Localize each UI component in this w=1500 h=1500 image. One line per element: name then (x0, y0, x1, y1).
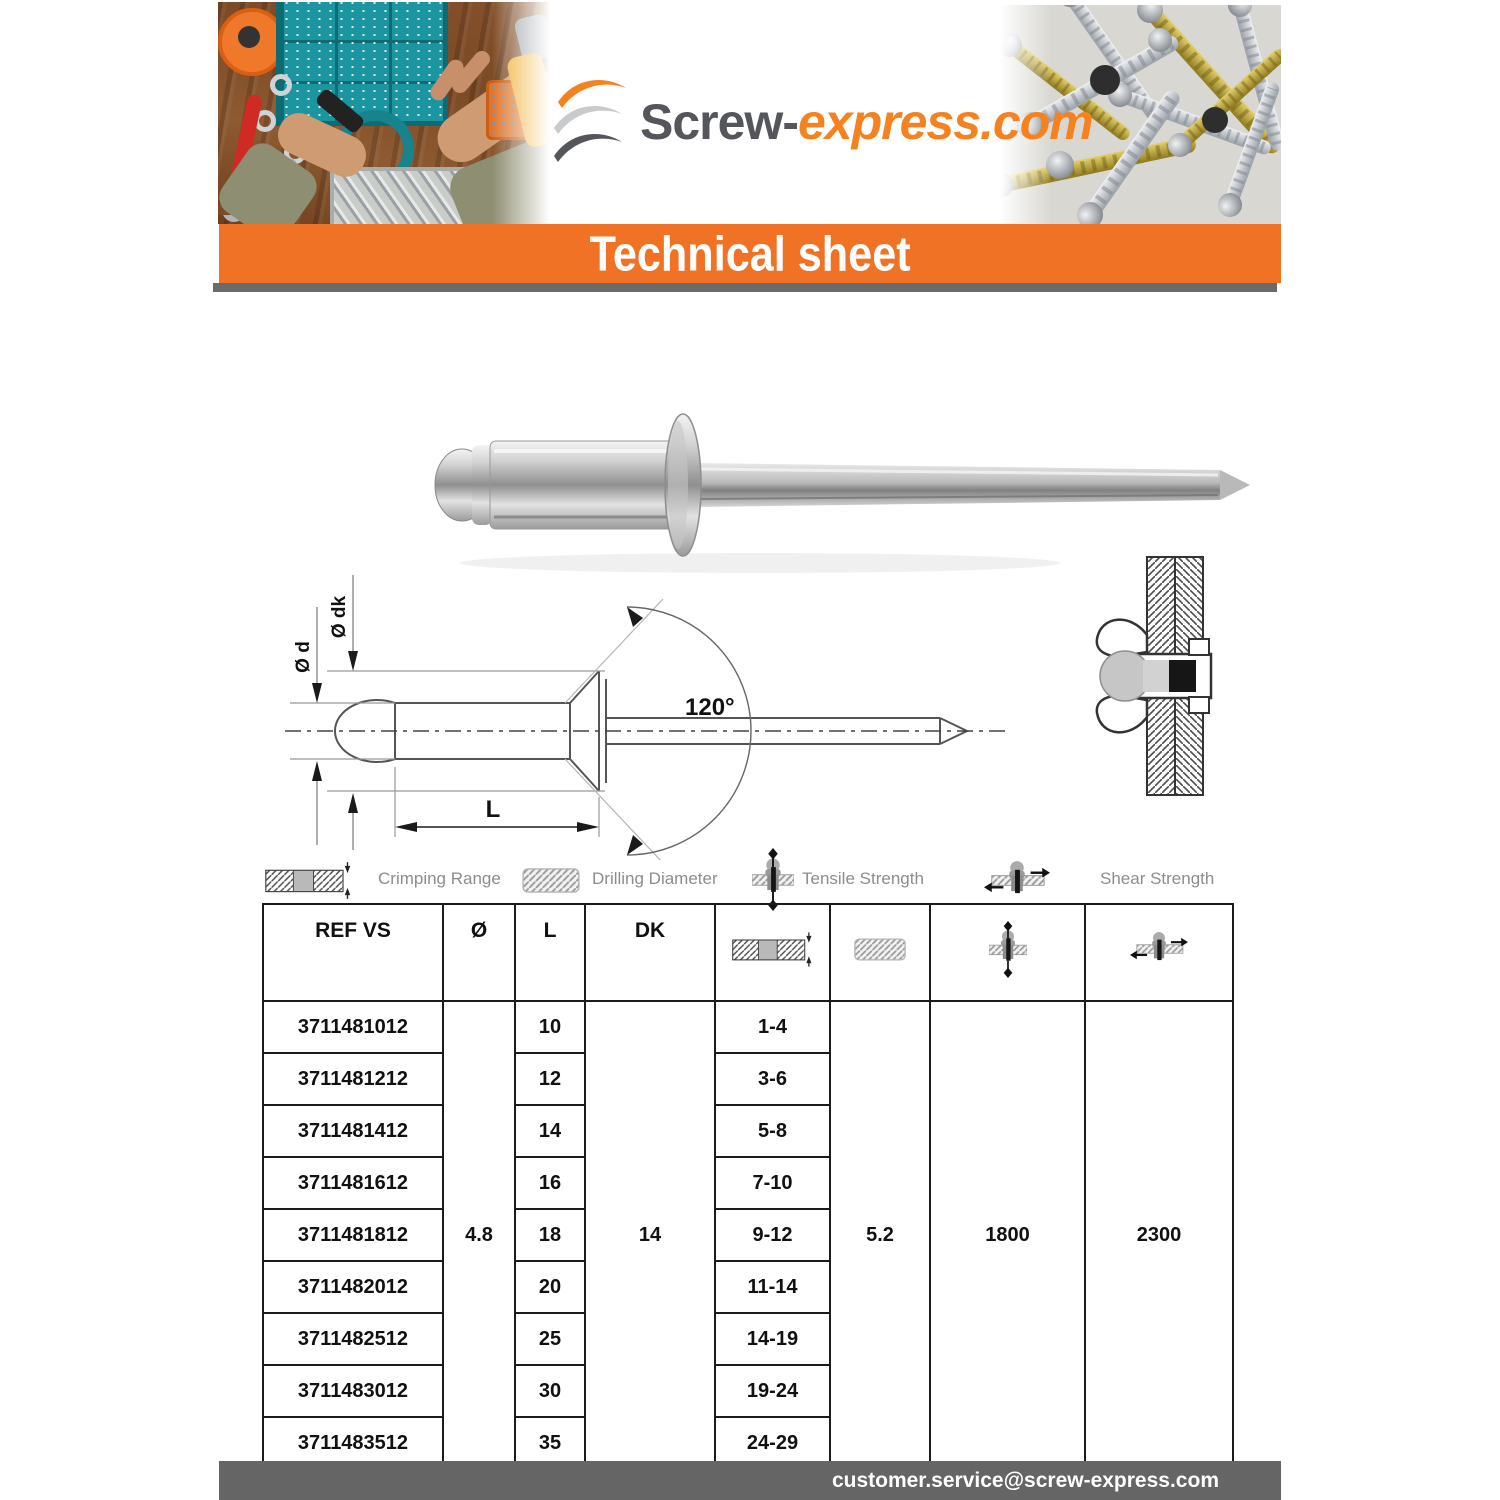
crimping-range-cell: 14-19 (715, 1313, 830, 1365)
diameter-d-label: Ø d (293, 641, 314, 673)
installed-rivet-cross-section (1085, 555, 1235, 797)
ref-cell: 3711482012 (263, 1261, 443, 1313)
header-diameter: Ø (443, 904, 515, 1001)
legend-label-shear: Shear Strength (1100, 869, 1215, 888)
crimping-range-cell: 9-12 (715, 1209, 830, 1261)
customer-service-email-link[interactable]: customer.service@screw-express.com (831, 1468, 1219, 1492)
length-cell: 25 (515, 1313, 585, 1365)
length-cell: 10 (515, 1001, 585, 1053)
shear-strength-icon (984, 858, 1050, 903)
legend-label-tensile: Tensile Strength (802, 869, 924, 888)
table-header-row (263, 904, 1233, 1001)
length-cell: 35 (515, 1417, 585, 1469)
shear-strength-merged-cell: 2300 (1085, 1001, 1233, 1469)
diameter-merged-cell: 4.8 (443, 1001, 515, 1469)
spec-table-body (263, 1001, 1233, 1469)
footer-bar (219, 1461, 1281, 1500)
ref-cell: 3711482512 (263, 1313, 443, 1365)
brand-name (640, 93, 1093, 151)
crimping-range-icon (732, 932, 814, 967)
crimping-range-cell: 24-29 (715, 1417, 830, 1469)
drilling-diameter-merged-cell: 5.2 (830, 1001, 930, 1469)
screw-thread-arcs-icon (552, 76, 630, 168)
length-cell: 20 (515, 1261, 585, 1313)
crimping-range-cell: 1-4 (715, 1001, 830, 1053)
page-title: Technical sheet (589, 224, 911, 281)
spec-table (262, 903, 1234, 1470)
crimping-range-cell: 19-24 (715, 1365, 830, 1417)
legend-label-drilling: Drilling Diameter (592, 869, 718, 888)
brand-suffix: express.com (797, 94, 1093, 150)
tensile-strength-merged-cell: 1800 (930, 1001, 1085, 1469)
header-tensile-strength (930, 904, 1085, 1001)
drilling-diameter-icon (522, 868, 580, 893)
length-cell: 30 (515, 1365, 585, 1417)
photo-fade (492, 2, 550, 224)
length-cell: 14 (515, 1105, 585, 1157)
length-cell: 12 (515, 1053, 585, 1105)
dk-merged-cell: 14 (585, 1001, 715, 1469)
length-cell: 16 (515, 1157, 585, 1209)
crimping-range-cell: 3-6 (715, 1053, 830, 1105)
shear-strength-icon (1130, 929, 1188, 969)
crimping-range-icon (265, 862, 353, 899)
ref-cell: 3711481212 (263, 1053, 443, 1105)
parts-organizer-box (276, 2, 448, 126)
ref-cell: 3711483512 (263, 1417, 443, 1469)
legend-label-crimping: Crimping Range (378, 869, 501, 888)
ref-cell: 3711481412 (263, 1105, 443, 1157)
tensile-strength-icon (752, 848, 794, 911)
header-drilling-diameter (830, 904, 930, 1001)
banner-shadow-strip (213, 283, 1277, 292)
header-length: L (515, 904, 585, 1001)
header-crimping-range (715, 904, 830, 1001)
diameter-dk-label: Ø dk (329, 595, 350, 639)
ref-cell: 3711481812 (263, 1209, 443, 1261)
rivet-dimension-drawing (265, 545, 1025, 860)
brand-prefix: Screw- (640, 94, 798, 150)
header-shear-strength (1085, 904, 1233, 1001)
header-dk: DK (585, 904, 715, 1001)
header-ref: REF VS (263, 904, 443, 1001)
ref-cell: 3711481012 (263, 1001, 443, 1053)
washer (270, 74, 292, 96)
workbench-photo (218, 2, 550, 224)
tensile-strength-icon (989, 921, 1027, 978)
crimping-range-cell: 7-10 (715, 1157, 830, 1209)
title-banner (219, 224, 1281, 283)
crimping-range-cell: 11-14 (715, 1261, 830, 1313)
length-cell: 18 (515, 1209, 585, 1261)
crimping-range-cell: 5-8 (715, 1105, 830, 1157)
length-label: L (485, 796, 501, 823)
table-row (263, 1001, 1233, 1053)
brand-logo (552, 72, 1093, 172)
angle-label: 120° (685, 694, 735, 721)
ref-cell: 3711481612 (263, 1157, 443, 1209)
drilling-diameter-icon (854, 938, 906, 961)
ref-cell: 3711483012 (263, 1365, 443, 1417)
